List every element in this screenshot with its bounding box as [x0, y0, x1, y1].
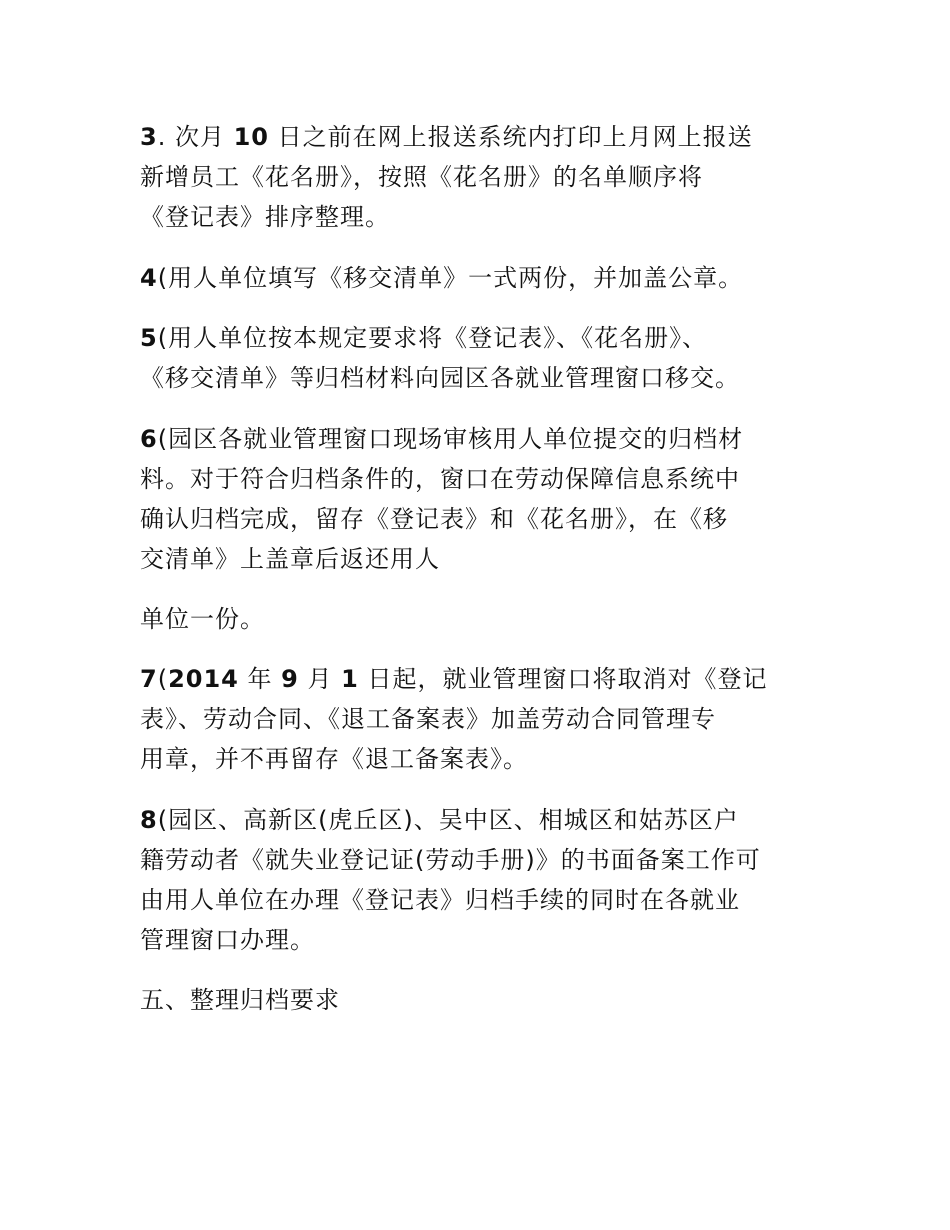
text-segment: 确认归档完成，留存《登记表》和《花名册》，在《移 [140, 505, 728, 533]
text-segment: 日之前在网上报送系统内打印上月网上报送 [269, 123, 753, 151]
paragraph-3 [140, 117, 800, 237]
text-line [140, 459, 800, 499]
bold-number: 7 [140, 665, 158, 693]
text-segment: (园区、高新区(虎丘区)、吴中区、相城区和姑苏区户 [157, 806, 739, 834]
section-heading-5 [140, 980, 800, 1020]
text-segment: 次月 [174, 123, 234, 151]
text-line [140, 880, 800, 920]
text-line [140, 539, 800, 579]
paragraph-6-continued [140, 599, 800, 639]
text-segment: 新增员工《花名册》，按照《花名册》的名单顺序将 [140, 163, 703, 191]
text-segment: 表》、劳动合同、《退工备案表》加盖劳动合同管理专 [140, 705, 716, 733]
text-line [140, 800, 800, 840]
text-line [140, 699, 800, 739]
bold-number: 3 [140, 123, 158, 151]
text-segment: (用人单位按本规定要求将《登记表》、《花名册》、 [157, 324, 708, 352]
text-segment: 料。对于符合归档条件的，窗口在劳动保障信息系统中 [140, 465, 740, 493]
bold-number: 4 [140, 264, 158, 292]
text-line [140, 157, 800, 197]
text-segment: 由用人单位在办理《登记表》归档手续的同时在各就业 [140, 886, 740, 914]
bold-number: 9 [281, 665, 299, 693]
bold-number: 1 [341, 665, 359, 693]
text-segment: 月 [298, 665, 342, 693]
paragraph-7 [140, 659, 800, 779]
text-line [140, 197, 800, 237]
text-segment: 单位一份。 [140, 605, 265, 633]
text-segment: 籍劳动者《就失业登记证(劳动手册)》的书面备案工作可 [140, 846, 761, 874]
paragraph-4 [140, 258, 800, 298]
text-segment: (园区各就业管理窗口现场审核用人单位提交的归档材 [157, 425, 744, 453]
bold-number: 5 [140, 324, 158, 352]
text-line [140, 920, 800, 960]
text-line [140, 419, 800, 459]
text-segment: 日起，就业管理窗口将取消对《登记 [358, 665, 768, 693]
text-segment: 管理窗口办理。 [140, 926, 315, 954]
bold-number: 10 [233, 123, 270, 151]
text-line [140, 739, 800, 779]
text-segment: 年 [238, 665, 282, 693]
text-line [140, 318, 800, 358]
text-segment: 交清单》上盖章后返还用人 [140, 545, 440, 573]
paragraph-6 [140, 419, 800, 579]
text-line [140, 358, 800, 398]
bold-number: 8 [140, 806, 158, 834]
text-line [140, 117, 800, 157]
text-line [140, 980, 800, 1020]
text-line [140, 840, 800, 880]
bold-number: 6 [140, 425, 158, 453]
bold-number: 2014 [168, 665, 239, 693]
text-segment: 《登记表》排序整理。 [140, 203, 390, 231]
text-line [140, 659, 800, 699]
text-segment: 五、整理归档要求 [140, 986, 340, 1014]
paragraph-5 [140, 318, 800, 398]
text-line [140, 258, 800, 298]
text-segment: ( [157, 665, 169, 693]
text-line [140, 599, 800, 639]
text-segment: . [157, 123, 175, 151]
paragraph-8 [140, 800, 800, 960]
text-segment: 《移交清单》等归档材料向园区各就业管理窗口移交。 [140, 364, 740, 392]
text-segment: (用人单位填写《移交清单》一式两份，并加盖公章。 [157, 264, 744, 292]
text-line [140, 499, 800, 539]
text-segment: 用章，并不再留存《退工备案表》。 [140, 745, 528, 773]
